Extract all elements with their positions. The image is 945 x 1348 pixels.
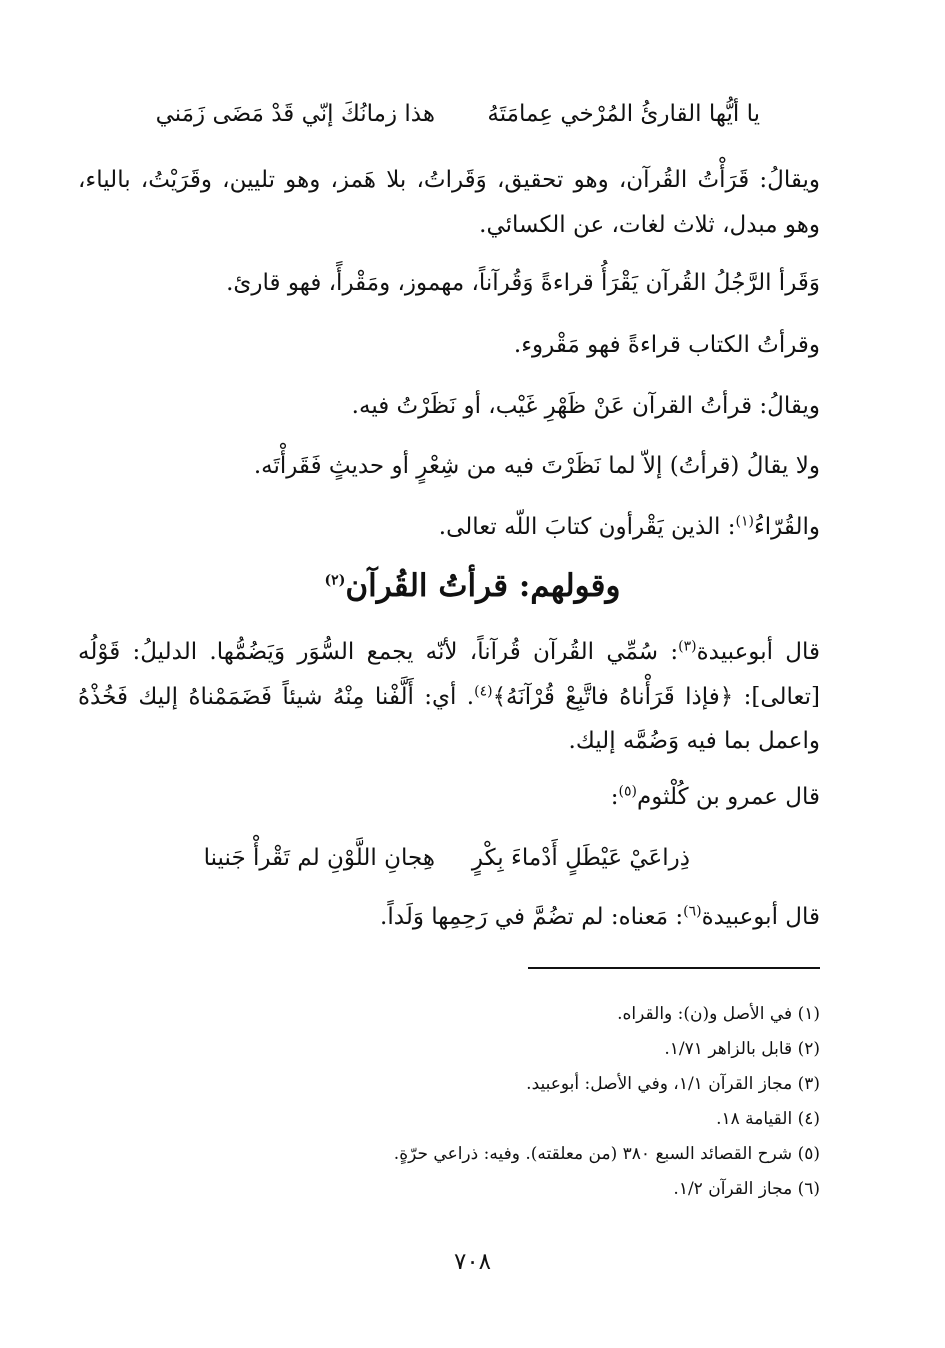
paragraph-8-text-before: قال عمرو بن كُلْثوم (636, 784, 820, 810)
footnote-ref-5: (٥) (618, 783, 637, 800)
paragraph-9 (380, 900, 820, 934)
paragraph-6 (439, 510, 820, 544)
footnote-1: (١) في الأصل و(ن): والقراه. (617, 1004, 820, 1024)
footnote-separator (528, 967, 820, 969)
paragraph-8-text-after: : (610, 784, 619, 810)
footnote-4: (٤) القيامة ١٨. (716, 1109, 820, 1129)
paragraph-7-line-1 (78, 635, 820, 669)
footnote-2: (٢) قابل بالزاهر ١/٧١. (664, 1039, 820, 1059)
footnote-5: (٥) شرح القصائد السبع ٣٨٠ (من معلقته). وفيه: ذراعي حرّةٍ. (393, 1144, 820, 1164)
section-heading-text: وقولهم: قرأتُ القُرآن (345, 568, 621, 604)
footnote-ref-4: (٤) (474, 683, 493, 700)
paragraph-7-line-2-after: . أي: أَلَّفْنا مِنْهُ شيئاً فَضَمَمْناهُ إليك فَخُذْهُ (78, 684, 475, 710)
footnote-6: (٦) مجاز القرآن ١/٢. (673, 1179, 820, 1199)
paragraph-7-line-1-after: : سُمِّي القُرآن قُرآناً، لأنّه يجمع السُّوَر وَيَضُمُّها. الدليلُ: قَوْلُه (78, 639, 679, 665)
paragraph-3: وقرأتُ الكتاب قراءةً فهو مَقْروء. (513, 332, 820, 358)
verse-2-second-hemistich: هِجانِ اللَّوْنِ لم تَقْرأْ جَنينا (203, 845, 435, 871)
footnote-3: (٣) مجاز القرآن ١/١، وفي الأصل: أبوعبيد. (526, 1074, 820, 1094)
paragraph-6-text-before: والقُرّاءُ (753, 514, 820, 540)
verse-1-first-hemistich: يا أيُّها القارئُ المُرْخي عِمامَتَهُ (487, 101, 760, 127)
paragraph-1-line-2: وهو مبدل، ثلاث لغات، عن الكسائي. (479, 212, 820, 238)
section-heading (0, 564, 945, 608)
verse-1-second-hemistich: هذا زمانُكَ إنّي قَدْ مَضَى زَمَني (155, 101, 435, 127)
paragraph-7-line-2-before: [تعالى]: ﴿فإذا قَرَأْناهُ فاتَّبِعْ قُرْآنَهُ﴾ (492, 684, 820, 710)
paragraph-2: وَقَرأ الرَّجُلُ القُرآن يَقْرَأُ قراءةً وَقُرآناً، مهموز، ومَقْرأً، فهو قارئ. (226, 270, 820, 296)
paragraph-7-line-1-before: قال أبوعبيدة (696, 639, 820, 665)
verse-2-first-hemistich: ذِراعَيْ عَيْطَلٍ أَدْماءَ بِكْرٍ (471, 845, 690, 871)
paragraph-7-line-3: واعمل بما فيه وَضُمَّه إليك. (568, 728, 820, 754)
footnote-ref-3: (٣) (678, 638, 697, 655)
paragraph-7-line-2 (78, 680, 820, 714)
footnote-ref-6: (٦) (683, 903, 702, 920)
footnote-ref-1: (١) (735, 513, 754, 530)
paragraph-6-text-after: : الذين يَقْرأون كتابَ اللّه تعالى. (438, 514, 736, 540)
page-number: ٧٠٨ (453, 1249, 492, 1275)
paragraph-4: ويقالُ: قرأتُ القرآن عَنْ ظَهْرِ غَيْب، أو نَظَرْتُ فيه. (351, 393, 820, 419)
paragraph-9-text-after: : مَعناه: لم تضُمَّ في رَحِمِها وَلَداً. (380, 904, 684, 930)
footnote-ref-2: (٢) (324, 572, 346, 589)
paragraph-1-line-1: ويقالُ: قَرَأْتُ القُرآن، وهو تحقيق، وَقَراتُ، بلا هَمز، وهو تليين، وقَرَيْتُ، بالياء، (78, 167, 820, 193)
paragraph-8 (611, 780, 820, 814)
paragraph-9-text-before: قال أبوعبيدة (701, 904, 820, 930)
paragraph-5: ولا يقالُ (قرأتُ) إلاّ لما نَظَرْتَ فيه من شِعْرٍ أو حديثٍ فَقَرأْتَه. (253, 453, 820, 479)
